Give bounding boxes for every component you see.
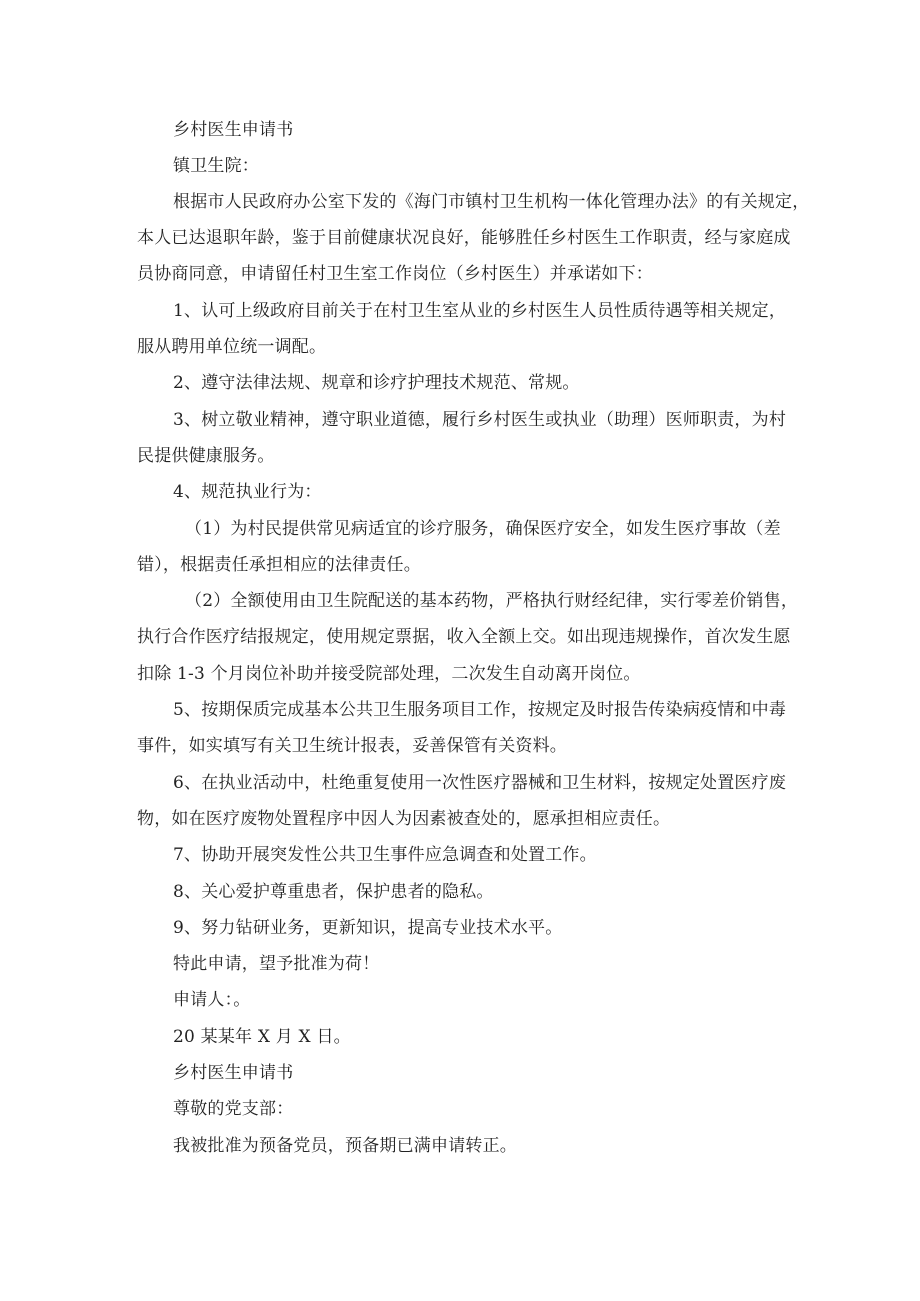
item-7: 7、协助开展突发性公共卫生事件应急调查和处置工作。 — [173, 845, 597, 865]
doc-title: 乡村医生申请书 — [173, 120, 294, 140]
item-1: 1、认可上级政府目前关于在村卫生室从业的乡村医生人员性质待遇等相关规定， — [173, 301, 787, 321]
item-9: 9、努力钻研业务，更新知识，提高专业技术水平。 — [173, 918, 563, 938]
item-4: 4、规范执业行为： — [173, 482, 322, 502]
doc-title-2: 乡村医生申请书 — [173, 1063, 294, 1083]
item-3: 3、树立敬业精神，遵守职业道德，履行乡村医生或执业（助理）医师职责，为村 — [173, 410, 787, 430]
item-2: 2、遵守法律法规、规章和诊疗护理技术规范、常规。 — [173, 373, 580, 393]
body-line-2: 我被批准为预备党员，预备期已满申请转正。 — [173, 1136, 517, 1156]
body-line: 员协商同意，申请留任村卫生室工作岗位（乡村医生）并承诺如下： — [137, 264, 653, 284]
item-6: 6、在执业活动中，杜绝重复使用一次性医疗器械和卫生材料，按规定处置医疗废 — [173, 773, 787, 793]
date-line: 20 某某年 X 月 X 日。 — [173, 1027, 351, 1047]
closing-request: 特此申请，望予批准为荷！ — [173, 954, 380, 974]
item-4-2: （2）全额使用由卫生院配送的基本药物，严格执行财经纪律，实行零差价销售， — [185, 591, 799, 611]
item-4-2-cont: 扣除 1-3 个月岗位补助并接受院部处理，二次发生自动离开岗位。 — [137, 664, 641, 684]
salutation-2: 尊敬的党支部： — [173, 1099, 294, 1119]
item-5: 5、按期保质完成基本公共卫生服务项目工作，按规定及时报告传染病疫情和中毒 — [173, 700, 787, 720]
body-line: 根据市人民政府办公室下发的《海门市镇村卫生机构一体化管理办法》的有关规定， — [173, 192, 810, 212]
item-4-1-cont: 错），根据责任承担相应的法律责任。 — [137, 555, 421, 575]
item-6-cont: 物，如在医疗废物处置程序中因人为因素被查处的，愿承担相应责任。 — [137, 809, 671, 829]
item-4-1: （1）为村民提供常见病适宜的诊疗服务，确保医疗安全，如发生医疗事故（差 — [185, 519, 781, 539]
item-8: 8、关心爱护尊重患者，保护患者的隐私。 — [173, 882, 494, 902]
applicant-label: 申请人：。 — [173, 990, 251, 1010]
body-line: 本人已达退职年龄，鉴于目前健康状况良好，能够胜任乡村医生工作职责，经与家庭成 — [137, 228, 791, 248]
salutation: 镇卫生院： — [173, 156, 259, 176]
item-1-cont: 服从聘用单位统一调配。 — [137, 337, 327, 357]
item-5-cont: 事件，如实填写有关卫生统计报表，妥善保管有关资料。 — [137, 736, 567, 756]
item-3-cont: 民提供健康服务。 — [137, 446, 275, 466]
item-4-2-cont: 执行合作医疗结报规定，使用规定票据，收入全额上交。如出现违规操作，首次发生愿 — [137, 627, 791, 647]
